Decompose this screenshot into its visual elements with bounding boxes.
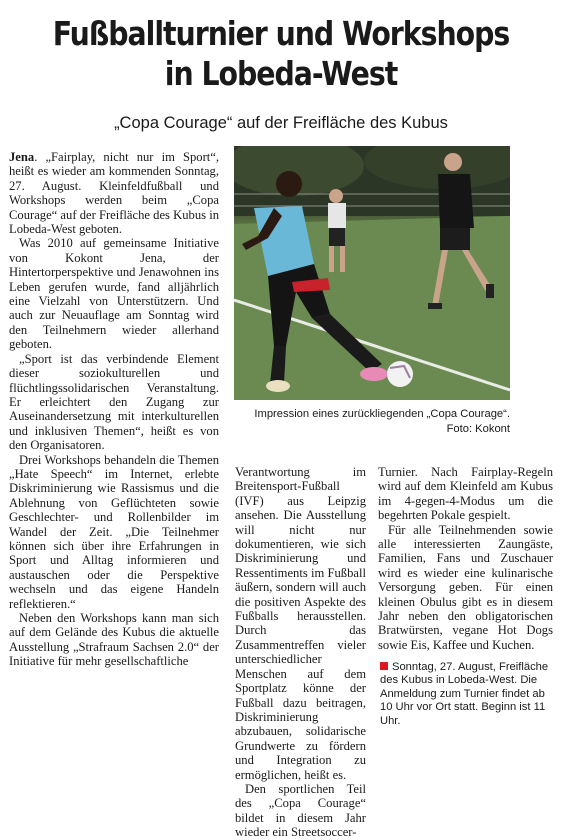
paragraph: Turnier. Nach Fairplay-Regeln wird auf dem Kleinfeld am Kubus im 4-gegen-4-Modus um die begehrten Pokale gespielt. <box>378 465 553 523</box>
paragraph: „Sport ist das verbindende Element dieser soziokulturellen und flüchtlingssolidarischen Veranstaltung. Er erleichtert den Zugang zur Auseinandersetzung mit interkulturellen und inklusiven Themen“, heißt es von den Organisatoren. <box>9 351 219 453</box>
dateline: Jena <box>9 150 35 164</box>
article-photo <box>234 146 510 400</box>
article-headline <box>39 14 522 94</box>
photo-credit: Foto: Kokont <box>446 423 510 435</box>
article-subheadline: „Copa Courage“ auf der Freifläche des Kubus <box>114 114 448 132</box>
event-info-text: Sonntag, 27. August, Freifläche des Kubus in Lobeda-West. Die Anmeldung zum Turnier findet ab 10 Uhr vor Ort statt. Beginn ist 11 Uhr. <box>380 661 549 727</box>
paragraph: Den sportlichen Teil des „Copa Courage“ bildet in diesem Jahr wieder ein Streetsoccer- <box>235 781 366 840</box>
red-square-bullet-icon <box>380 662 388 670</box>
headline-line-2: in Lobeda-West <box>164 54 398 93</box>
headline-line-1: Fußballturnier und Workshops <box>52 14 510 53</box>
paragraph: Drei Workshops behandeln die Themen „Hate Speech“ im Internet, erlebte Diskriminierung wie Rassismus und die Ablehnung von Geflüchteten sowie Geschlechter- und Rollenbilder im Wandel der Zeit. „Die Teilnehmer können sich über ihre Erfahrungen in Sport und Alltag informieren und austauschen oder die Perspektive wechseln und das eigene Handeln reflektieren.“ <box>9 452 219 611</box>
paragraph: Verantwortung im Breitensport-Fußball (IVF) aus Leipzig ansehen. Die Ausstellung will nicht nur dokumentieren, wie sich Diskriminierung und Ressentiments im Fußball äußern, sondern will auch die positiven Aspekte des Fußballs herausstellen. Durch das Zusammentreffen vieler unterschiedlicher Menschen auf dem Sportplatz könne der Fußball dazu beitragen, Diskriminierung abzubauen, solidarische Grundwerte zu fördern und Integration zu ermöglichen, heißt es. <box>235 465 366 782</box>
paragraph-text: . „Fairplay, nicht nur im Sport“, heißt es wieder am kommenden Sonntag, 27. August. Kleinfeldfußball und Workshops werden beim „Copa Courage“ auf der Freifläche des Kubus in Lobeda-West geboten. <box>9 150 219 237</box>
article-column-3 <box>378 465 553 652</box>
article-column-2 <box>235 465 366 840</box>
paragraph: Was 2010 auf gemeinsame Initiative von Kokont Jena, der Hintertorperspektive und Jenawohnen ins Leben gerufen wurde, fand alljährlich eine Vielzahl von Unterstützern. Und auch zur Neuauflage am Sonntag wird den Teilnehmern wieder allerhand geboten. <box>9 236 219 352</box>
event-info-box <box>380 661 555 728</box>
article-column-1 <box>9 150 219 669</box>
paragraph <box>9 150 219 236</box>
soccer-scene-illustration <box>234 146 510 400</box>
caption-text: Impression eines zurückliegenden „Copa Courage“. <box>254 408 510 420</box>
paragraph: Neben den Workshops kann man sich auf dem Gelände des Kubus die aktuelle Ausstellung „Strafraum Sachsen 2.0“ der Initiative für mehr gesellschaftliche <box>9 611 219 669</box>
paragraph: Für alle Teilnehmenden sowie alle interessierten Zaungäste, Familien, Fans und Zuschauer wird es wieder eine kulinarische Versorgung geben. Für einen kleinen Obulus gibt es in diesem Jahr neben den obligatorischen Bratwürsten, vegane Hot Dogs sowie Eis, Kaffee und Kuchen. <box>378 522 553 652</box>
photo-caption <box>234 407 510 437</box>
